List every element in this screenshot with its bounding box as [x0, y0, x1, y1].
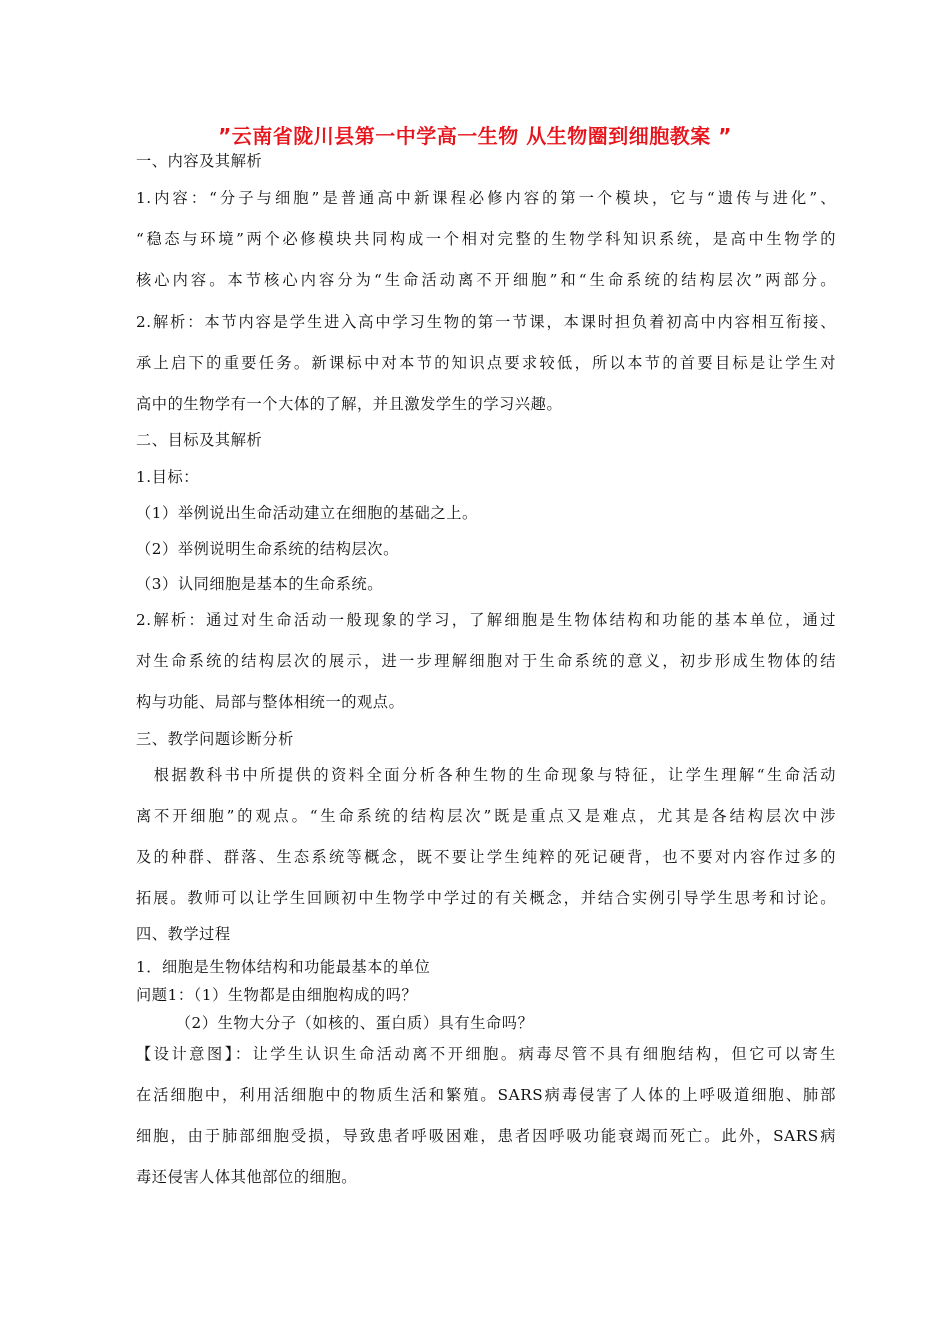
paragraph-line: 离不开细胞”的观点。“生命系统的结构层次”既是重点又是难点，尤其是各结构层次中涉 [136, 807, 836, 825]
paragraph-line: 拓展。教师可以让学生回顾初中生物学中学过的有关概念，并结合实例引导学生思考和讨论。 [136, 889, 836, 907]
list-item: （2）举例说明生命系统的结构层次。 [136, 540, 399, 558]
paragraph-line: 在活细胞中，利用活细胞中的物质生活和繁殖。SARS病毒侵害了人体的上呼吸道细胞、肺部 [136, 1086, 836, 1104]
list-item: （3）认同细胞是基本的生命系统。 [136, 575, 384, 593]
paragraph-line: 2.解析：通过对生命活动一般现象的学习，了解细胞是生物体结构和功能的基本单位，通过 [136, 611, 836, 629]
document-title: ”云南省陇川县第一中学高一生物 从生物圈到细胞教案 ” [218, 124, 732, 148]
paragraph-line: “稳态与环境”两个必修模块共同构成一个相对完整的生物学科知识系统，是高中生物学的 [136, 230, 836, 248]
paragraph-line: 1.内容：“分子与细胞”是普通高中新课程必修内容的第一个模块，它与“遗传与进化”、 [136, 189, 836, 207]
paragraph-line: 细胞，由于肺部细胞受损，导致患者呼吸困难，患者因呼吸功能衰竭而死亡。此外，SARS病 [136, 1127, 836, 1145]
section-heading-4: 四、教学过程 [136, 925, 231, 943]
paragraph-line: 核心内容。本节核心内容分为“生命活动离不开细胞”和“生命系统的结构层次”两部分。 [136, 271, 836, 289]
section-heading-2: 二、目标及其解析 [136, 431, 263, 449]
paragraph-line: 高中的生物学有一个大体的了解，并且激发学生的学习兴趣。 [136, 395, 563, 413]
paragraph-line: 1.目标： [136, 468, 200, 486]
paragraph-line: 对生命系统的结构层次的展示，进一步理解细胞对于生命系统的意义，初步形成生物体的结 [136, 652, 836, 670]
paragraph-line: 【设计意图】：让学生认识生命活动离不开细胞。病毒尽管不具有细胞结构，但它可以寄生 [136, 1045, 836, 1063]
section-heading-3: 三、教学问题诊断分析 [136, 730, 294, 748]
paragraph-line: 构与功能、局部与整体相统一的观点。 [136, 693, 405, 711]
list-item: （1）举例说出生命活动建立在细胞的基础之上。 [136, 504, 478, 522]
question-line: （2）生物大分子（如核的、蛋白质）具有生命吗？ [136, 1014, 534, 1032]
section-heading-1: 一、内容及其解析 [136, 152, 263, 170]
paragraph-line: 毒还侵害人体其他部位的细胞。 [136, 1168, 358, 1186]
paragraph-line: 根据教科书中所提供的资料全面分析各种生物的生命现象与特征，让学生理解“生命活动 [136, 766, 836, 784]
question-line: 问题1：（1）生物都是由细胞构成的吗？ [136, 986, 418, 1004]
subheading: 1．细胞是生物体结构和功能最基本的单位 [136, 958, 431, 976]
paragraph-line: 及的种群、群落、生态系统等概念，既不要让学生纯粹的死记硬背，也不要对内容作过多的 [136, 848, 836, 866]
paragraph-line: 2.解析：本节内容是学生进入高中学习生物的第一节课，本课时担负着初高中内容相互衔接、 [136, 313, 836, 331]
paragraph-line: 承上启下的重要任务。新课标中对本节的知识点要求较低，所以本节的首要目标是让学生对 [136, 354, 836, 372]
